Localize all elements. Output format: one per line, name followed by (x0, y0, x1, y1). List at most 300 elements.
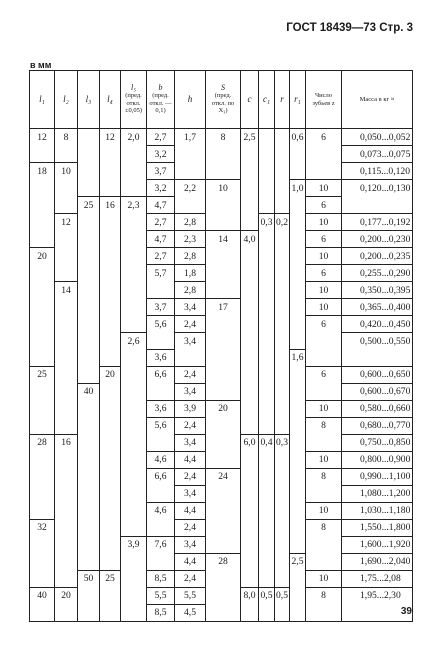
cell-l4 (100, 316, 121, 333)
cell-S (206, 197, 241, 214)
cell-h: 2,2 (175, 180, 206, 197)
cell-r (275, 536, 290, 553)
cell-S: 28 (206, 553, 241, 570)
cell-r1 (290, 587, 306, 604)
col-header-l2 (55, 71, 78, 129)
table-row (30, 333, 413, 350)
cell-l4 (100, 468, 121, 485)
cell-l5: 3,9 (121, 536, 147, 553)
cell-l4 (100, 146, 121, 163)
cell-b: 8,5 (147, 570, 175, 587)
cell-l1 (30, 231, 55, 248)
table-row (30, 282, 413, 299)
cell-l3 (78, 129, 100, 146)
cell-l2 (55, 146, 78, 163)
cell-l1 (30, 536, 55, 553)
col-header-l4 (100, 71, 121, 129)
cell-S (206, 316, 241, 333)
cell-h (175, 349, 206, 366)
table-row (30, 248, 413, 265)
cell-r1 (290, 502, 306, 519)
cell-r (275, 570, 290, 587)
cell-l3 (78, 163, 100, 180)
cell-h: 2,8 (175, 248, 206, 265)
cell-l1 (30, 299, 55, 316)
cell-r1 (290, 451, 306, 468)
table-row (30, 519, 413, 536)
col-label-r: r (280, 93, 284, 104)
cell-r1: 1,6 (290, 349, 306, 366)
col-label-l3: l₃ (85, 93, 92, 104)
cell-c1 (259, 519, 275, 536)
cell-z: 8 (306, 519, 342, 536)
cell-l5: 2,3 (121, 197, 147, 214)
cell-r (275, 248, 290, 265)
cell-l1 (30, 400, 55, 417)
cell-r1 (290, 197, 306, 214)
cell-b: 5,7 (147, 265, 175, 282)
cell-l4: 25 (100, 570, 121, 587)
cell-l1 (30, 502, 55, 519)
cell-l3 (78, 333, 100, 350)
cell-l4: 16 (100, 197, 121, 214)
cell-mass: 1,550...1,800 (342, 519, 413, 536)
cell-l1: 40 (30, 587, 55, 604)
cell-z: 10 (306, 214, 342, 231)
cell-S (206, 570, 241, 587)
cell-c (241, 570, 259, 587)
cell-r (275, 316, 290, 333)
cell-l4 (100, 417, 121, 434)
cell-l3 (78, 485, 100, 502)
cell-l3: 40 (78, 383, 100, 400)
cell-r (275, 349, 290, 366)
cell-r (275, 282, 290, 299)
cell-l4 (100, 282, 121, 299)
table-row (30, 299, 413, 316)
cell-l2 (55, 231, 78, 248)
cell-c1 (259, 349, 275, 366)
cell-r: 0,5 (275, 587, 290, 604)
cell-mass: 0,177...0,192 (342, 214, 413, 231)
cell-l4 (100, 502, 121, 519)
cell-l5 (121, 265, 147, 282)
cell-l2 (55, 553, 78, 570)
cell-r1 (290, 299, 306, 316)
cell-r1: 2,5 (290, 553, 306, 570)
cell-l3 (78, 248, 100, 265)
cell-r1 (290, 282, 306, 299)
units-label: в мм (30, 60, 52, 70)
cell-c1 (259, 129, 275, 146)
cell-b: 4,6 (147, 502, 175, 519)
cell-S: 24 (206, 468, 241, 485)
cell-l4 (100, 400, 121, 417)
cell-l3 (78, 214, 100, 231)
col-header-S (206, 71, 241, 129)
cell-r1 (290, 333, 306, 350)
cell-l4 (100, 299, 121, 316)
cell-l2: 14 (55, 282, 78, 299)
cell-mass: 0,750...0,850 (342, 434, 413, 451)
cell-r (275, 299, 290, 316)
cell-l5 (121, 417, 147, 434)
cell-mass: 0,073...0,075 (342, 146, 413, 163)
cell-mass: 0,200...0,235 (342, 248, 413, 265)
cell-b (147, 519, 175, 536)
cell-r (275, 129, 290, 146)
cell-l4 (100, 553, 121, 570)
cell-l2 (55, 316, 78, 333)
cell-z (306, 434, 342, 451)
col-header-c1 (259, 71, 275, 129)
cell-h: 1,8 (175, 265, 206, 282)
cell-c1 (259, 197, 275, 214)
cell-r1 (290, 434, 306, 451)
cell-z: 6 (306, 366, 342, 383)
cell-l3 (78, 316, 100, 333)
cell-c1 (259, 570, 275, 587)
table-row (30, 485, 413, 502)
cell-r1 (290, 536, 306, 553)
col-header-z (306, 71, 342, 129)
cell-l3 (78, 146, 100, 163)
cell-S (206, 434, 241, 451)
cell-z: 10 (306, 299, 342, 316)
cell-r (275, 451, 290, 468)
cell-r (275, 163, 290, 180)
table-row (30, 146, 413, 163)
cell-c: 4,0 (241, 231, 259, 248)
cell-b: 4,6 (147, 451, 175, 468)
cell-c: 8,0 (241, 587, 259, 604)
cell-l1 (30, 349, 55, 366)
table-row (30, 129, 413, 146)
cell-h: 2,4 (175, 468, 206, 485)
header-row (30, 71, 413, 129)
table-row (30, 214, 413, 231)
cell-l5 (121, 349, 147, 366)
cell-h: 3,4 (175, 536, 206, 553)
cell-S (206, 485, 241, 502)
cell-l1 (30, 468, 55, 485)
cell-r (275, 366, 290, 383)
cell-r (275, 333, 290, 350)
cell-l1 (30, 570, 55, 587)
cell-mass: 0,120...0,130 (342, 180, 413, 197)
cell-r (275, 502, 290, 519)
cell-l1: 28 (30, 434, 55, 451)
cell-r1: 0,6 (290, 129, 306, 146)
cell-l2: 16 (55, 434, 78, 451)
cell-b: 3,7 (147, 163, 175, 180)
cell-r (275, 146, 290, 163)
cell-mass: 0,255...0,290 (342, 265, 413, 282)
cell-l3 (78, 553, 100, 570)
cell-c1: 0,3 (259, 214, 275, 231)
cell-h: 3,4 (175, 434, 206, 451)
cell-c (241, 536, 259, 553)
col-label-r1: r₁ (294, 93, 301, 104)
col-label-l4: l₄ (107, 93, 113, 104)
table-row (30, 163, 413, 180)
cell-l5 (121, 282, 147, 299)
cell-mass: 0,500...0,550 (342, 333, 413, 350)
cell-r1 (290, 400, 306, 417)
cell-c (241, 502, 259, 519)
cell-z: 6 (306, 197, 342, 214)
cell-l1: 20 (30, 248, 55, 265)
cell-l4 (100, 587, 121, 604)
cell-b: 3,6 (147, 349, 175, 366)
page-header: ГОСТ 18439—73 Стр. 3 (286, 22, 413, 34)
cell-h: 4,4 (175, 451, 206, 468)
cell-l5 (121, 316, 147, 333)
cell-mass: 1,690...2,040 (342, 553, 413, 570)
cell-r (275, 519, 290, 536)
cell-l3 (78, 299, 100, 316)
cell-l4: 12 (100, 129, 121, 146)
cell-c (241, 282, 259, 299)
cell-l2 (55, 349, 78, 366)
cell-z (306, 333, 342, 350)
col-header-l5 (121, 71, 147, 129)
cell-h: 2,8 (175, 282, 206, 299)
table-row (30, 417, 413, 434)
cell-l4: 20 (100, 366, 121, 383)
cell-l2 (55, 468, 78, 485)
cell-l2 (55, 197, 78, 214)
cell-l2 (55, 570, 78, 587)
cell-c1 (259, 366, 275, 383)
cell-h (175, 163, 206, 180)
cell-c (241, 485, 259, 502)
cell-l2 (55, 536, 78, 553)
cell-c (241, 417, 259, 434)
cell-h: 2,4 (175, 417, 206, 434)
cell-r1 (290, 468, 306, 485)
cell-S (206, 519, 241, 536)
cell-h: 2,4 (175, 366, 206, 383)
col-label-mass: Масса в кг ≈ (359, 95, 395, 103)
cell-l3 (78, 265, 100, 282)
cell-c1 (259, 383, 275, 400)
cell-c1 (259, 163, 275, 180)
cell-h: 3,4 (175, 333, 206, 350)
cell-c (241, 349, 259, 366)
cell-z: 6 (306, 316, 342, 333)
dimensions-table (29, 70, 413, 622)
cell-r: 0,2 (275, 214, 290, 231)
cell-l2 (55, 366, 78, 383)
table-row (30, 316, 413, 333)
cell-S (206, 502, 241, 519)
cell-z: 10 (306, 282, 342, 299)
cell-l1 (30, 485, 55, 502)
cell-l1 (30, 197, 55, 214)
cell-r1 (290, 146, 306, 163)
cell-mass: 0,680...0,770 (342, 417, 413, 434)
cell-c1 (259, 553, 275, 570)
cell-S (206, 282, 241, 299)
cell-l4 (100, 434, 121, 451)
cell-S: 20 (206, 400, 241, 417)
cell-mass: 0,050...0,052 (342, 129, 413, 146)
cell-b: 6,6 (147, 468, 175, 485)
cell-h: 1,7 (175, 129, 206, 146)
col-label-b: (пред. откл. —0,1) (149, 91, 172, 115)
cell-mass: 0,600...0,650 (342, 366, 413, 383)
cell-b: 8,5 (147, 604, 175, 621)
cell-z (306, 349, 342, 366)
cell-l2: 10 (55, 163, 78, 180)
cell-c1 (259, 451, 275, 468)
cell-l3 (78, 231, 100, 248)
cell-h: 3,4 (175, 485, 206, 502)
cell-l4 (100, 485, 121, 502)
cell-r (275, 485, 290, 502)
cell-r1 (290, 383, 306, 400)
cell-c1 (259, 146, 275, 163)
table-row (30, 468, 413, 485)
cell-l2 (55, 383, 78, 400)
cell-l4 (100, 265, 121, 282)
cell-l4 (100, 231, 121, 248)
cell-l4 (100, 248, 121, 265)
cell-l2: 8 (55, 129, 78, 146)
cell-l5 (121, 468, 147, 485)
cell-b: 3,7 (147, 299, 175, 316)
cell-r (275, 197, 290, 214)
cell-l2 (55, 299, 78, 316)
cell-b: 4,7 (147, 231, 175, 248)
cell-l4 (100, 383, 121, 400)
table-row (30, 400, 413, 417)
cell-mass: 0,600...0,670 (342, 383, 413, 400)
col-symbol-l5: l₅ (130, 83, 136, 93)
table-row (30, 451, 413, 468)
cell-l3 (78, 502, 100, 519)
cell-l5 (121, 485, 147, 502)
cell-l4 (100, 180, 121, 197)
cell-mass: 0,365...0,400 (342, 299, 413, 316)
cell-S: 17 (206, 299, 241, 316)
col-header-r1 (290, 71, 306, 129)
col-label-c: c (247, 93, 252, 104)
cell-h: 4,5 (175, 604, 206, 621)
cell-l1 (30, 417, 55, 434)
cell-h (175, 197, 206, 214)
col-label-l2: l₂ (63, 93, 69, 104)
cell-c1 (259, 299, 275, 316)
cell-h: 4,4 (175, 502, 206, 519)
table-row (30, 231, 413, 248)
cell-l3: 25 (78, 197, 100, 214)
cell-z: 8 (306, 468, 342, 485)
cell-l5 (121, 400, 147, 417)
cell-r1 (290, 265, 306, 282)
cell-l4 (100, 451, 121, 468)
cell-mass: 0,200...0,230 (342, 231, 413, 248)
cell-S: 8 (206, 129, 241, 146)
cell-z (306, 163, 342, 180)
cell-b (147, 553, 175, 570)
cell-S (206, 366, 241, 383)
cell-b: 4,7 (147, 197, 175, 214)
cell-b: 5,5 (147, 587, 175, 604)
cell-S (206, 146, 241, 163)
table-row (30, 349, 413, 366)
cell-l2 (55, 248, 78, 265)
cell-l5 (121, 214, 147, 231)
table-row (30, 434, 413, 451)
cell-c1 (259, 333, 275, 350)
cell-S (206, 349, 241, 366)
cell-r (275, 400, 290, 417)
cell-h (175, 146, 206, 163)
cell-c1 (259, 265, 275, 282)
cell-c (241, 468, 259, 485)
cell-l1 (30, 333, 55, 350)
cell-S (206, 587, 241, 604)
cell-c1 (259, 316, 275, 333)
cell-z: 6 (306, 231, 342, 248)
cell-l1 (30, 451, 55, 468)
cell-h: 5,5 (175, 587, 206, 604)
col-symbol-b: b (158, 83, 163, 93)
cell-l1 (30, 383, 55, 400)
cell-l2: 12 (55, 214, 78, 231)
cell-l3 (78, 468, 100, 485)
cell-r (275, 553, 290, 570)
cell-mass: 1,030...1,180 (342, 502, 413, 519)
cell-c (241, 366, 259, 383)
cell-z (306, 485, 342, 502)
cell-l5 (121, 248, 147, 265)
cell-c (241, 519, 259, 536)
cell-h: 2,3 (175, 231, 206, 248)
cell-l2 (55, 400, 78, 417)
cell-l3 (78, 349, 100, 366)
cell-c (241, 146, 259, 163)
cell-l2 (55, 502, 78, 519)
cell-b (147, 383, 175, 400)
cell-l3 (78, 536, 100, 553)
table-row (30, 197, 413, 214)
col-header-b (147, 71, 175, 129)
table-row (30, 502, 413, 519)
cell-b: 6,6 (147, 366, 175, 383)
table-row (30, 587, 413, 604)
cell-c (241, 316, 259, 333)
cell-l1 (30, 180, 55, 197)
cell-c1 (259, 536, 275, 553)
cell-l5 (121, 146, 147, 163)
cell-c1: 0,4 (259, 434, 275, 451)
cell-c (241, 248, 259, 265)
cell-c: 2,5 (241, 129, 259, 146)
cell-l1 (30, 316, 55, 333)
col-header-l3 (78, 71, 100, 129)
cell-h: 2,4 (175, 570, 206, 587)
cell-l3 (78, 400, 100, 417)
cell-h: 2,4 (175, 519, 206, 536)
cell-l5 (121, 163, 147, 180)
cell-r1 (290, 519, 306, 536)
cell-l3 (78, 417, 100, 434)
table-row (30, 536, 413, 553)
cell-z (306, 536, 342, 553)
